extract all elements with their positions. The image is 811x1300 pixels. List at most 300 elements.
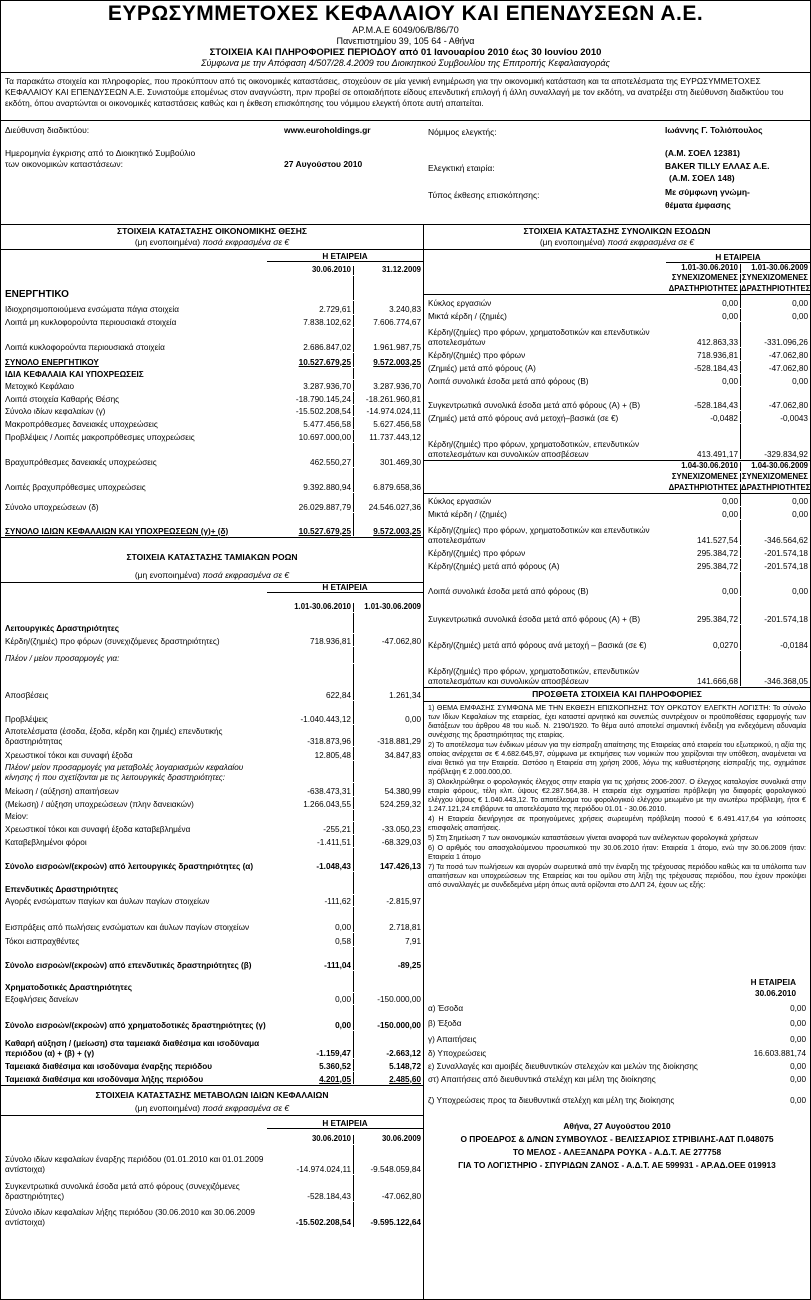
row-value-1: 26.029.887,79 [298,502,351,512]
row-label: Εισπράξεις από πωλήσεις ενσώματων και άυλων παγίων στοιχείων [5,922,250,932]
row-label: Σύνολο εισροών/(εκροών) από επενδυτικές δραστηριότητες (β) [5,960,252,970]
period-title: ΣΤΟΙΧΕΙΑ ΚΑΙ ΠΛΗΡΟΦΟΡΙΕΣ ΠΕΡΙΟΔΟΥ από 01 Ιανουαρίου 2010 έως 30 Ιουνίου 2010 [209,47,602,58]
row-value-1: 141.527,54 [697,535,738,545]
table-row [424,387,810,411]
row-value-1: 0,00 [722,496,738,506]
row-label: Κέρδη/(ζημίες) προ φόρων, χρηματοδοτικών και επενδυτικών αποτελεσμάτων [428,526,650,545]
row-label: Σύνολο ιδίων κεφαλαίων λήξης περιόδου (30.06.2010 και 30.06.2009 αντίστοιχα) [5,1208,255,1227]
row-value-2: -150.000,00 [353,993,423,1004]
row-value-2: 5.148,72 [353,1059,423,1071]
row-value-2: 0,00 [740,309,810,321]
cf-title: ΣΤΟΙΧΕΙΑ ΚΑΤΑΣΤΑΣΗΣ ΤΑΜΙΑΚΩΝ ΡΟΩΝ [126,552,298,562]
row-value-1: 5.360,52 [319,1061,351,1071]
rp-date: 30.06.2010 [755,989,796,998]
company-address: Πανεπιστημίου 39, 105 64 - Αθήνα [336,36,475,46]
table-row [1,848,423,872]
eq-company-header: Η ΕΤΑΙΡΕΙΑ [267,1119,423,1129]
approval-date: 27 Αυγούστου 2010 [284,159,363,169]
signature-1: Ο ΠΡΟΕΔΡΟΣ & Δ/ΝΩΝ ΣΥΜΒΟΥΛΟΣ - ΒΕΛΙΣΣΑΡΙΟΣ ΣΤΡΙΒΙΛΗΣ-ΑΔΤ Π.048075 [460,1134,774,1144]
row-value-2: -9.548.059,84 [353,1145,423,1174]
approval-label-1: Ημερομηνία έγκρισης από το Διοικητικό Συμβούλιο [5,148,196,158]
row-label: Λειτουργικές Δραστηριότητες [5,623,120,633]
row-label: Ιδιοχρησιμοποιούμενα ενσώματα πάγια στοιχεία [5,304,179,314]
bs-sub-1: (μη ενοποιημένα) [134,237,201,247]
row-value-2: 524.259,32 [353,797,423,809]
row-value-2: -201.574,18 [740,597,810,624]
row-label: Λοιπές βραχυπρόθεσμες υποχρεώσεις [5,482,146,492]
eq-subtitle [1,1101,423,1116]
row-value-1: -111,04 [324,960,351,970]
ci-p2-h1b: ΣΥΝΕΧΙΖΟΜΕΝΕΣ [741,472,808,482]
row-value-2 [353,872,423,894]
table-row [424,494,810,507]
row-value-2: 24.546.027,36 [353,493,423,512]
row-value-2: 34.847,83 [353,747,423,760]
row-value-2: 0,00 [740,374,810,386]
row-value-1: 413.491,17 [697,449,738,459]
row-value-1: -528.184,43 [307,1191,351,1201]
row-value-2: 3.240,83 [353,301,423,314]
ci-p1-h1b: ΣΥΝΕΧΙΖΟΜΕΝΕΣ [741,273,808,283]
row-value-2: 0,00 [740,494,810,506]
row-label: Βραχυπρόθεσμες δανειακές υποχρεώσεις [5,457,157,467]
row-value-2: -0,0184 [740,625,810,650]
row-value-1: 10.527.679,25 [298,526,351,536]
approval-label-2: των οικονομικών καταστάσεων: [5,159,124,169]
table-row [1,380,423,392]
row-value-2: 11.737.443,12 [353,430,423,442]
table-row [1,315,423,328]
table-row [1,947,423,971]
table-row [1,353,423,368]
row-label: Κέρδη/(ζημιές) προ φόρων, χρηματοδοτικών, επενδυτικών αποτελεσμάτων και συνολικών αποσβέσεων [428,440,640,459]
row-value-2: -2.815,97 [353,895,423,906]
cf-sub-1: (μη ενοποιημένα) [134,570,201,580]
table-row [1,895,423,907]
row-value-1: 295.384,72 [697,614,738,624]
ci-title: ΣΤΟΙΧΕΙΑ ΚΑΤΑΣΤΑΣΗΣ ΣΥΝΟΛΙΚΩΝ ΕΣΟΔΩΝ [523,226,711,236]
eq-col-2: 30.06.2009 [353,1135,423,1144]
notes-list [424,702,810,893]
row-value-2: -14.974.024,11 [353,405,423,416]
ci-p1-h2b: ΔΡΑΣΤΗΡΙΟΤΗΤΕΣ [741,284,811,294]
note-item: 5) Στη Σημείωση 7 των οικονομικών καταστάσεων γίνεται αναφορά των ανέλεγκτων φορολογικά χρήσεων [428,834,758,842]
table-row [1,430,423,443]
row-value-1: 0,00 [722,509,738,519]
related-party-row [424,1085,810,1106]
table-row [424,559,810,572]
row-label: (Μείωση) / αύξηση υποχρεώσεων (πλην δανειακών) [5,799,194,809]
related-party-row [424,1029,810,1045]
table-row [1,368,423,380]
eq-col-1: 30.06.2010 [311,1134,351,1144]
row-value-2: 3.287.936,70 [353,380,423,391]
row-value-2 [353,368,423,379]
table-row [1,468,423,493]
row-value-2: 147.426,13 [353,848,423,871]
row-value-1: 295.384,72 [697,561,738,571]
armae-number: ΑΡ.Μ.Α.Ε 6049/06/Β/86/70 [352,25,459,35]
row-value-1: 412.863,33 [697,337,738,347]
row-value-2: -68.329,03 [353,835,423,847]
rp-label: δ) Υποχρεώσεις [428,1048,487,1058]
rp-value: 0,00 [790,1034,806,1044]
ci-p1-h2a: ΔΡΑΣΤΗΡΙΟΤΗΤΕΣ [668,284,738,294]
row-label: Αποτελέσματα (έσοδα, έξοδα, κέρδη και ζημιές) επενδυτικής δραστηριότητας [5,727,223,746]
row-value-2: -47.062,80 [740,387,810,410]
row-label: Σύνολο εισροών/(εκροών) από λειτουργικές δραστηριότητες (α) [5,861,254,871]
row-value-1: 9.392.880,94 [303,482,351,492]
audit-firm-label: Ελεγκτική εταιρία: [428,163,495,173]
row-value-1: 462.550,27 [310,457,351,467]
note-item: 3) Ολοκληρώθηκε ο φορολογικός έλεγχος στην εταιρία για τις χρήσεις 2006-2007. Ο έλεγχος καταλογίσε συνολικά στην εταιρία φόρους, τέλη κλπ. ύψους €2.287.564,38. Η εταιρεία είχε σχηματίσει πρόβλεψη για διαφορές φορολογικού ελέγχου ύψους € 1.040.443,12. Το αποτέλεσμα του φορολογικού ελέγχου μειωμένο με την ανωτέρω πρόβλεψη, ήτοι € 1.247.121,24 επιβάρυνε τα αποτελέσματα της περιόδου 01.01 - 30.06.2010. [428,778,806,813]
row-value-2 [353,613,423,633]
row-value-1: -528.184,43 [694,363,738,373]
row-label: Ταμειακά διαθέσιμα και ισοδύναμα λήξης περιόδου [5,1074,204,1084]
row-value-2: -2.663,12 [353,1031,423,1058]
table-row [424,309,810,322]
row-value-2: -47.062,80 [740,361,810,373]
row-value-1: 10.527.679,25 [298,357,351,367]
table-row [1,835,423,848]
table-row [1,797,423,810]
ci-p2-h2a: ΔΡΑΣΤΗΡΙΟΤΗΤΕΣ [668,483,738,493]
row-label: (Ζημιές) μετά από φόρους (Α) [428,363,536,373]
row-value-2: -47.062,80 [740,348,810,360]
left-column [1,225,424,1300]
row-label: ΙΔΙΑ ΚΕΦΑΛΑΙΑ ΚΑΙ ΥΠΟΧΡΕΩΣΕΙΣ [5,369,144,379]
row-label: Προβλέψεις [5,714,48,724]
bs-title: ΣΤΟΙΧΕΙΑ ΚΑΤΑΣΤΑΣΗΣ ΟΙΚΟΝΟΜΙΚΗΣ ΘΕΣΗΣ [117,226,307,236]
row-value-2 [353,647,423,663]
row-value-1: 7.838.102,62 [303,317,351,327]
row-value-2: 6.879.658,36 [353,468,423,492]
row-label: Σύνολο υποχρεώσεων (δ) [5,502,99,512]
row-value-2: 2.718,81 [353,907,423,932]
notes-section [424,687,810,1172]
row-value-2: 1.961.987,75 [353,328,423,352]
row-value-1: -255,21 [323,824,351,834]
row-value-2: -346.368,05 [740,651,810,686]
cf-col-1: 1.01-30.06.2010 [294,602,351,612]
row-label: Προβλέψεις / Λοιπές μακροπρόθεσμες υποχρεώσεις [5,432,195,442]
table-row [1,810,423,822]
eq-sub-2: ποσά εκφρασμένα σε € [202,1103,290,1113]
row-value-2: 1.261,34 [353,664,423,700]
row-value-1: 0,0270 [712,640,738,650]
table-row [1,1072,423,1085]
comprehensive-income-section [424,225,810,687]
row-label: Μείωση / (αύξηση) απαιτήσεων [5,786,119,796]
row-value-1: 0,00 [722,298,738,308]
row-value-1: 0,00 [335,1020,351,1030]
report-type-label: Τύπος έκθεσης επισκόπησης: [428,190,540,200]
table-row [424,651,810,687]
table-row [1,613,423,634]
rp-value: 0,00 [790,1003,806,1013]
row-value-1: -318.873,96 [307,736,351,746]
cf-company-header: Η ΕΤΑΙΡΕΙΑ [267,583,423,593]
row-value-2: -18.261.960,81 [353,392,423,404]
ci-p1-h1a: ΣΥΝΕΧΙΖΟΜΕΝΕΣ [671,273,738,283]
table-row [1,783,423,797]
row-value-2: 0,00 [740,295,810,308]
row-label: Λοιπά συνολικά έσοδα μετά από φόρους (Β) [428,376,589,386]
table-row [424,424,810,460]
row-label: Χρηματοδοτικές Δραστηριότητες [5,982,132,992]
ci-p2-h2b: ΔΡΑΣΤΗΡΙΟΤΗΤΕΣ [741,483,811,493]
table-row [1,405,423,417]
row-label: Καθαρή αύξηση / (μείωση) στα ταμειακά διαθέσιμα και ισοδύναμα περιόδου (α) + (β) + (γ) [5,1039,260,1058]
row-label: Λοιπά στοιχεία Καθαρής Θέσης [5,394,120,404]
table-row [424,546,810,559]
rp-label: ε) Συναλλαγές και αμοιβές διευθυντικών στελεχών και μελών της διοίκησης [428,1061,698,1071]
cf-sub-2: ποσά εκφρασμένα σε € [202,570,290,580]
table-row [1,1005,423,1031]
document-header [1,1,810,73]
row-value-2: -0,0043 [740,411,810,423]
ci-sub-2: ποσά εκφρασμένα σε € [607,237,695,247]
row-value-2 [353,810,423,821]
row-value-1: 1.266.043,55 [303,799,351,809]
rp-label: α) Έσοδα [428,1003,464,1013]
bs-subtitle [1,237,423,250]
row-value-1: -1.411,51 [317,837,351,847]
table-row [1,513,423,537]
rp-value: 0,00 [790,1061,806,1071]
row-value-2 [353,761,423,782]
row-value-1: 2.729,61 [319,304,351,314]
rp-value: 16.603.881,74 [753,1048,806,1058]
rp-label: β) Έξοδα [428,1018,462,1028]
row-label: Πλέον/ μείον προσαρμογές για μεταβολές λογαριασμών κεφαλαίου κίνησης ή που σχετίζονται με τις λειτουργικές δραστηριότητες: [5,763,244,782]
row-value-2: 0,00 [353,701,423,724]
row-value-2: -201.574,18 [740,546,810,558]
row-value-2: -89,25 [353,947,423,970]
cf-col-2: 1.01-30.06.2009 [353,603,423,612]
row-label: Κέρδη/(ζημιές) προ φόρων, χρηματοδοτικών, επενδυτικών αποτελεσμάτων και συνολικών αποσβέσεων [428,667,640,686]
row-label: Κέρδη/(ζημιές) μετά από φόρους ανά μετοχή – βασικά (σε €) [428,640,647,650]
row-value-1: -18.790.145,24 [295,394,351,404]
row-label: Κέρδη/(ζημιές) προ φόρων [428,548,526,558]
row-value-1: 622,84 [325,690,351,700]
table-row [424,625,810,651]
row-value-2: 0,00 [740,572,810,596]
ci-company-header: Η ΕΤΑΙΡΕΙΑ [666,253,810,263]
table-row [1,1031,423,1059]
rp-company: Η ΕΤΑΙΡΕΙΑ [750,978,796,987]
company-info [1,121,810,225]
bs-company-header: Η ΕΤΑΙΡΕΙΑ [267,252,423,262]
intro-paragraph: Τα παρακάτω στοιχεία και πληροφορίες, που προκύπτουν από τις οικονομικές καταστάσεις, στοχεύουν σε μία γενική ενημέρωση για την οικονομική κατάσταση και τα αποτελέσματα της ΕΥΡΩΣΥΜΜΕΤΟΧΕΣ ΚΕΦΑΛΑΙΟΥ ΚΑΙ ΕΠΕΝΔΥΣΕΩΝ Α.Ε. Συνιστούμε επομένως στον αναγνώστη, πριν προβεί σε οποιαδήποτε είδους επενδυτική επιλογή ή άλλη συναλλαγή με τον εκδότη, να ανατρέξει στη διεύθυνση διαδικτύου του εκδότη, όπου αναρτώνται οι οικονομικές καταστάσεις καθώς και η έκθεση επισκόπησης του νόμιμου ελεγκτή όποτε αυτή απαιτείται. [1,73,810,121]
row-value-2: -150.000,00 [353,1005,423,1030]
notes-title: ΠΡΟΣΘΕΤΑ ΣΤΟΙΧΕΙΑ ΚΑΙ ΠΛΗΡΟΦΟΡΙΕΣ [424,688,810,702]
table-row [424,374,810,387]
row-value-1: -638.473,31 [307,786,351,796]
table-row [424,597,810,625]
table-row [1,907,423,933]
row-label: Καταβεβλημένοι φόροι [5,837,87,847]
bs-col-1: 30.06.2010 [311,265,351,275]
row-value-2: 0,00 [740,507,810,519]
table-row [1,634,423,647]
table-row [424,295,810,309]
table-row [424,411,810,424]
balance-sheet-section [1,225,423,537]
row-label: Λοιπά συνολικά έσοδα μετά από φόρους (Β) [428,586,589,596]
eq-title: ΣΤΟΙΧΕΙΑ ΚΑΤΑΣΤΑΣΗΣ ΜΕΤΑΒΟΛΩΝ ΙΔΙΩΝ ΚΕΦΑΛΑΙΩΝ [95,1090,329,1100]
row-value-2: -329.834,92 [740,424,810,459]
row-label: Χρεωστικοί τόκοι και συναφή έξοδα καταβεβλημένα [5,824,191,834]
note-item: 4) Η Εταιρεία διενήργησε σε προηγούμενες χρήσεις σωρευμένη πρόβλεψη ποσού € 6.491.417,64 για ισόποσες επισφαλείς απαιτήσεις. [428,815,806,832]
row-value-2: 9.572.003,25 [353,353,423,367]
table-row [424,572,810,597]
row-value-1: 10.697.000,00 [298,432,351,442]
row-value-1: 5.477.456,58 [303,419,351,429]
table-row [1,328,423,353]
row-label: ΣΥΝΟΛΟ ΙΔΙΩΝ ΚΕΦΑΛΑΙΩΝ ΚΑΙ ΥΠΟΧΡΕΩΣΕΩΝ (γ)+ (δ) [5,526,229,536]
rp-value: 0,00 [790,1074,806,1084]
row-value-1: -1.048,43 [316,861,351,871]
row-label: Μικτά κέρδη / (ζημιές) [428,509,507,519]
row-value-1: 0,00 [335,922,351,932]
table-row [1,664,423,701]
row-value-1: 2.686.847,02 [303,342,351,352]
web-address-link[interactable]: www.euroholdings.gr [284,125,371,135]
ci-p2-col-2: 1.04-30.06.2009 [740,462,810,471]
row-value-2: -201.574,18 [740,559,810,571]
row-value-2: -346.564,62 [740,520,810,545]
eq-sub-1: (μη ενοποιημένα) [134,1103,201,1113]
web-label: Διεύθυνση διαδικτύου: [5,125,90,135]
row-value-1: 4.201,05 [319,1074,351,1084]
row-label: Λοιπά κυκλοφορούντα περιουσιακά στοιχεία [5,342,165,352]
row-label: Αγορές ενσώματων παγίων και άυλων παγίων στοιχείων [5,896,210,906]
table-row [1,725,423,747]
row-value-1: -1.040.443,12 [300,714,351,724]
table-row [424,348,810,361]
row-value-1: -528.184,43 [694,400,738,410]
row-label: ΣΥΝΟΛΟ ΕΝΕΡΓΗΤΙΚΟΥ [5,357,99,367]
row-label: Επενδυτικές Δραστηριότητες [5,884,119,894]
table-row [424,520,810,546]
table-row [1,392,423,405]
signatures [424,1120,810,1172]
right-column [424,225,810,1300]
rp-value: 0,00 [790,1018,806,1028]
related-party-row [424,1059,810,1072]
row-value-1: 0,00 [722,376,738,386]
table-row [1,701,423,725]
rp-label: γ) Απαιτήσεις [428,1034,477,1044]
related-party-row [424,999,810,1014]
row-label: Μετοχικό Κεφάλαιο [5,381,75,391]
row-label: Κύκλος εργασιών [428,496,492,506]
ci-p1-col-1: 1.01-30.06.2010 [681,263,738,273]
row-label: Σύνολο ιδίων κεφαλαίων έναρξης περιόδου (01.01.2010 και 01.01.2009 αντίστοιχα) [5,1155,264,1174]
row-value-1: 12.805,48 [314,750,351,760]
row-value-1: -15.502.208,54 [295,406,351,416]
table-row [1,1202,423,1228]
report-type-1: Με σύμφωνη γνώμη- [665,187,750,197]
report-type-2: θέματα έμφασης [665,200,731,210]
cash-flow-section [1,537,423,1085]
row-value-2: 2.485,60 [353,1072,423,1084]
table-row [1,493,423,513]
equity-section [1,1085,423,1228]
row-label: Λοιπά μη κυκλοφορούντα περιουσιακά στοιχεία [5,317,177,327]
table-row [1,301,423,315]
note-item: 7) Τα ποσά των πωλήσεων και αγορών σωρευτικά από την έναρξη της τρέχουσας περιόδου καθώς και τα υπόλοιπα των απαιτήσεων και υποχρεώσεων της Εταιρείας και του ομίλου στη λήξη της τρέχουσας περιόδου, που έχουν προκύψει από συναλλαγές με συνδεδεμένα μέρη όπως αυτά ορίζονται στο ΔΛΠ 24, έχουν ως εξής: [428,863,806,889]
row-label: Κέρδη/(ζημιές) μετά από φόρους (Α) [428,561,560,571]
table-row [1,971,423,993]
ci-p1-col-2: 1.01-30.06.2009 [740,264,810,273]
row-value-1: 141.666,68 [697,676,738,686]
note-item: 6) Ο αριθμός του απασχολούμενου προσωπικού την 30.06.2010 ήταν: Εταιρεία 1 άτομο, ενώ την 30.06.2009 ήταν: Εταιρεία 1 άτομο [428,844,806,861]
row-label: Μακροπρόθεσμες δανειακές υποχρεώσεις [5,419,158,429]
signature-place-date: Αθήνα, 27 Αυγούστου 2010 [563,1121,671,1131]
row-value-1: -0,0482 [710,413,738,423]
row-label: Κέρδη/(ζημιές) προ φόρων [428,350,526,360]
row-label: Σύνολο ιδίων κεφαλαίων (γ) [5,406,106,416]
ci-p2-col-1: 1.04-30.06.2010 [681,461,738,471]
row-label: Συγκεντρωτικά συνολικά έσοδα μετά από φόρους (Α) + (Β) [428,400,641,410]
signature-2: ΤΟ ΜΕΛΟΣ - ΑΛΕΞΑΝΔΡΑ ΡΟΥΚΑ - Α.Δ.Τ. ΑΕ 277758 [512,1147,722,1157]
row-value-2: -33.050,23 [353,822,423,834]
row-value-1: 718.936,81 [310,636,351,646]
row-value-1: 0,00 [722,311,738,321]
row-value-1: -111,62 [324,896,351,906]
row-value-1: 0,00 [335,994,351,1004]
table-row [1,1059,423,1072]
table-row [1,761,423,783]
row-label: Κύκλος εργασιών [428,298,492,308]
row-value-2: 9.572.003,25 [353,513,423,536]
row-value-2 [353,971,423,992]
row-label: Χρεωστικοί τόκοι και συναφή έξοδα [5,750,133,760]
row-label: Συγκεντρωτικά συνολικά έσοδα μετά από φόρους (Α) + (Β) [428,614,641,624]
auditor-label: Νόμιμος ελεγκτής: [428,127,497,137]
table-row [1,1175,423,1202]
row-label: Κέρδη/(ζημίες) προ φόρων, χρηματοδοτικών και επενδυτικών αποτελεσμάτων [428,328,650,347]
row-label: Αποσβέσεις [5,690,49,700]
row-value-1: -1.159,47 [316,1048,351,1058]
row-value-2: -47.062,80 [353,1175,423,1201]
audit-firm-som: (Α.Μ. ΣΟΕΛ 148) [669,173,735,183]
table-row [1,822,423,835]
row-value-1: -15.502.208,54 [295,1217,351,1227]
note-item: 2) Το αποτέλεσμα των ένδικων μέσων για την είσπραξη απαίτησης της Εταιρείας από εταιρεία του εξωτερικού, η αξία της οποίας ανέρχεται σε € 4.682.645,97, σύμφωνα με εκτιμήσεις των νομικών που χειρίζονται την υπόθεση, αναμένεται να είναι θετικό για την Εταιρεία. Ωστόσο η Εταιρεία στη χρήση 2006, λόγω της καθυστέρησης είσπραξής της, σχημάτισε πρόβλεψη € 2.000.000,00. [428,741,806,776]
rp-label: στ) Απαιτήσεις από διευθυντικά στελέχη και μέλη της διοίκησης [428,1074,656,1084]
row-label: Σύνολο εισροών/(εκροών) από χρηματοδοτικές δραστηριότητες (γ) [5,1020,266,1030]
signature-3: ΓΙΑ ΤΟ ΛΟΓΙΣΤΗΡΙΟ - ΣΠΥΡΙΔΩΝ ΖΑΝΟΣ - Α.Δ.Τ. ΑΕ 599931 - ΑΡ.ΑΔ.ΟΕΕ 019913 [458,1160,776,1170]
ci-p2-h1a: ΣΥΝΕΧΙΖΟΜΕΝΕΣ [671,472,738,482]
row-value-2: -318.881,29 [353,725,423,746]
row-label: Μείον: [5,811,29,821]
auditor-som: (Α.Μ. ΣΟΕΛ 12381) [665,148,741,158]
row-value-1: 295.384,72 [697,548,738,558]
row-label: Εξοφλήσεις δανείων [5,994,79,1004]
table-row [424,361,810,374]
ci-sub-1: (μη ενοποιημένα) [539,237,606,247]
table-row [1,993,423,1005]
row-value-1: 3.287.936,70 [303,381,351,391]
company-title: ΕΥΡΩΣΥΜΜΕΤΟΧΕΣ ΚΕΦΑΛΑΙΟΥ ΚΑΙ ΕΠΕΝΔΥΣΕΩΝ Α.Ε. [107,2,704,25]
table-row [1,933,423,947]
bs-sub-2: ποσά εκφρασμένα σε € [202,237,290,247]
row-value-2: -47.062,80 [353,634,423,646]
table-row [1,443,423,468]
